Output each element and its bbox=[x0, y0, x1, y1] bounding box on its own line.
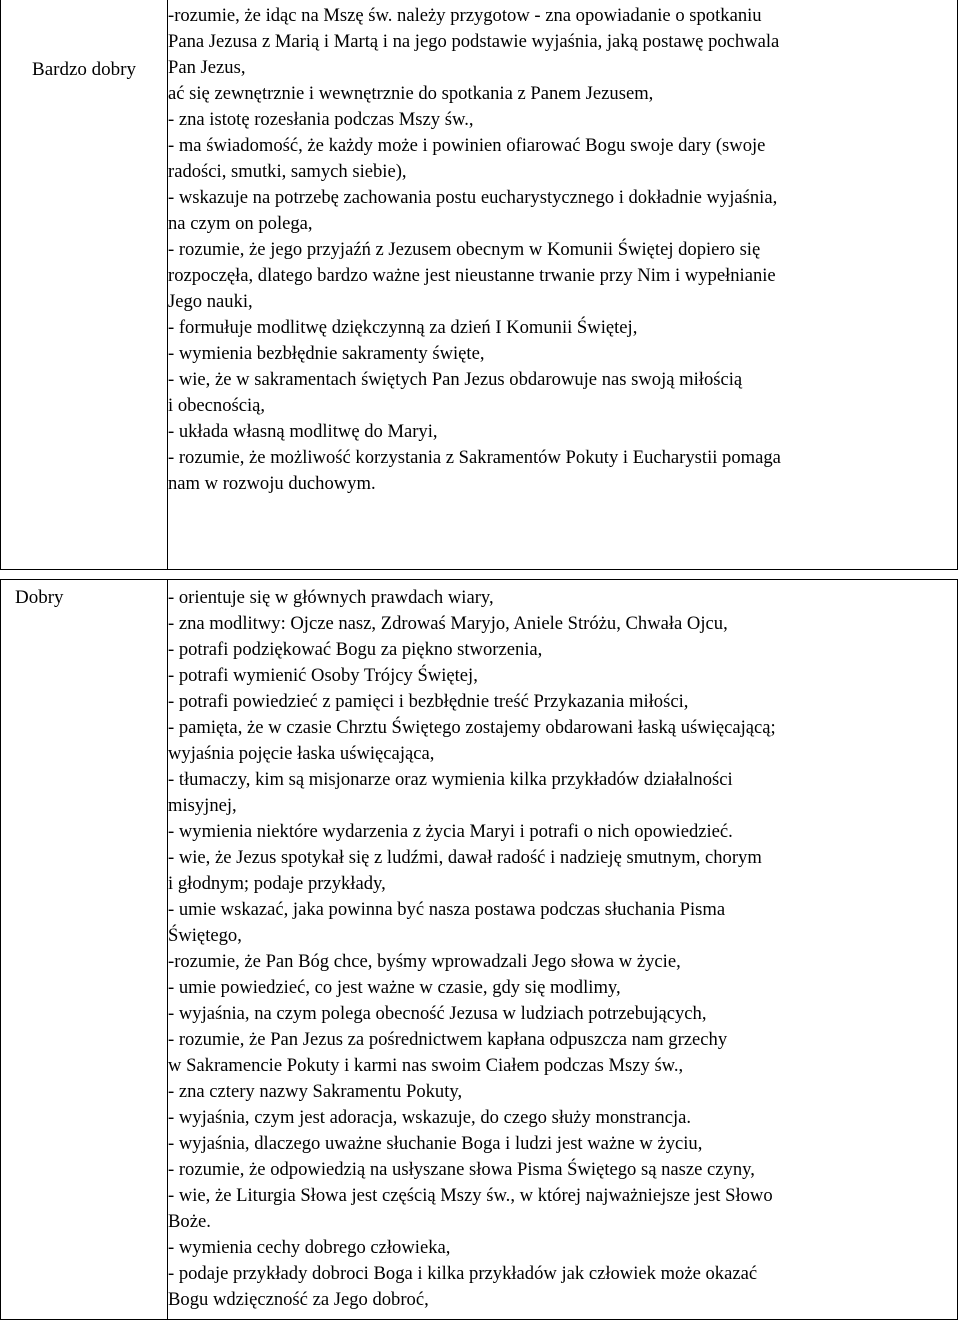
requirement-line: - umie wskazać, jaka powinna być nasza postawa podczas słuchania Pisma bbox=[168, 899, 726, 920]
requirements-cell bbox=[168, 580, 958, 1320]
requirement-line: na czym on polega, bbox=[168, 213, 313, 234]
requirement-line: - tłumaczy, kim są misjonarze oraz wymienia kilka przykładów działalności bbox=[168, 769, 733, 790]
requirement-line: Pan Jezus, bbox=[168, 57, 246, 78]
requirement-line: - rozumie, że jego przyjaźń z Jezusem obecnym w Komunii Świętej dopiero się bbox=[168, 239, 761, 260]
grade-table-bardzo-dobry bbox=[0, 0, 958, 570]
requirement-line: rozpoczęła, dlatego bardzo ważne jest nieustanne trwanie przy Nim i wypełnianie bbox=[168, 265, 776, 286]
requirement-line: - wie, że Liturgia Słowa jest częścią Mszy św., w której najważniejsze jest Słowo bbox=[168, 1185, 773, 1206]
requirement-line: i głodnym; podaje przykłady, bbox=[168, 873, 386, 894]
requirement-line: - wymienia niektóre wydarzenia z życia Maryi i potrafi o nich opowiedzieć. bbox=[168, 821, 733, 842]
requirement-line: Świętego, bbox=[168, 925, 242, 946]
table-row bbox=[1, 580, 958, 1320]
requirement-line: misyjnej, bbox=[168, 795, 237, 816]
requirement-line: - wie, że w sakramentach świętych Pan Jezus obdarowuje nas swoją miłością bbox=[168, 369, 743, 390]
grade-label: Dobry bbox=[15, 587, 64, 608]
requirement-line: - wymienia cechy dobrego człowieka, bbox=[168, 1237, 451, 1258]
requirement-line: - potrafi powiedzieć z pamięci i bezbłędnie treść Przykazania miłości, bbox=[168, 691, 689, 712]
requirement-line: - wyjaśnia, dlaczego uważne słuchanie Boga i ludzi jest ważne w życiu, bbox=[168, 1133, 703, 1154]
requirements-cell bbox=[168, 0, 958, 570]
requirement-line: - potrafi podziękować Bogu za piękno stworzenia, bbox=[168, 639, 543, 660]
table-row bbox=[1, 0, 958, 570]
requirement-line: - podaje przykłady dobroci Boga i kilka przykładów jak człowiek może okazać bbox=[168, 1263, 758, 1284]
grade-table-dobry bbox=[0, 579, 958, 1320]
requirement-line: i obecnością, bbox=[168, 395, 266, 416]
requirement-line: - rozumie, że odpowiedzią na usłyszane słowa Pisma Świętego są nasze czyny, bbox=[168, 1159, 755, 1180]
requirement-line: - umie powiedzieć, co jest ważne w czasie, gdy się modlimy, bbox=[168, 977, 621, 998]
requirement-line: Pana Jezusa z Marią i Martą i na jego podstawie wyjaśnia, jaką postawę pochwala bbox=[168, 31, 780, 52]
requirement-line: - potrafi wymienić Osoby Trójcy Świętej, bbox=[168, 665, 478, 686]
requirement-line: - zna istotę rozesłania podczas Mszy św., bbox=[168, 109, 474, 130]
requirement-line: - rozumie, że Pan Jezus za pośrednictwem kapłana odpuszcza nam grzechy bbox=[168, 1029, 728, 1050]
requirement-line: - wie, że Jezus spotykał się z ludźmi, dawał radość i nadzieję smutnym, chorym bbox=[168, 847, 762, 868]
requirement-line: - orientuje się w głównych prawdach wiary, bbox=[168, 587, 494, 608]
grade-cell bbox=[1, 580, 168, 1320]
grade-cell bbox=[1, 0, 168, 570]
requirement-line: Boże. bbox=[168, 1211, 211, 1232]
requirement-line: Jego nauki, bbox=[168, 291, 253, 312]
requirement-line: - wymienia bezbłędnie sakramenty święte, bbox=[168, 343, 485, 364]
requirement-line: - wyjaśnia, na czym polega obecność Jezusa w ludziach potrzebujących, bbox=[168, 1003, 707, 1024]
requirement-line: radości, smutki, samych siebie), bbox=[168, 161, 407, 182]
requirement-line: - wskazuje na potrzebę zachowania postu eucharystycznego i dokładnie wyjaśnia, bbox=[168, 187, 778, 208]
requirement-line: -rozumie, że Pan Bóg chce, byśmy wprowadzali Jego słowa w życie, bbox=[168, 951, 681, 972]
requirement-line: - ma świadomość, że każdy może i powinien ofiarować Bogu swoje dary (swoje bbox=[168, 135, 766, 156]
requirement-line: - formułuje modlitwę dziękczynną za dzień I Komunii Świętej, bbox=[168, 317, 638, 338]
requirement-line: - zna cztery nazwy Sakramentu Pokuty, bbox=[168, 1081, 463, 1102]
requirement-line: - wyjaśnia, czym jest adoracja, wskazuje, do czego służy monstrancja. bbox=[168, 1107, 692, 1128]
requirement-line: - układa własną modlitwę do Maryi, bbox=[168, 421, 438, 442]
requirement-line: -rozumie, że idąc na Mszę św. należy przygotow - zna opowiadanie o spotkaniu bbox=[168, 5, 762, 26]
grade-label: Bardzo dobry bbox=[32, 59, 136, 80]
requirement-line: wyjaśnia pojęcie łaska uświęcająca, bbox=[168, 743, 435, 764]
requirement-line: - rozumie, że możliwość korzystania z Sakramentów Pokuty i Eucharystii pomaga bbox=[168, 447, 781, 468]
requirement-line: - pamięta, że w czasie Chrztu Świętego zostajemy obdarowani łaską uświęcającą; bbox=[168, 717, 776, 738]
requirement-line: nam w rozwoju duchowym. bbox=[168, 473, 376, 494]
requirement-line: w Sakramencie Pokuty i karmi nas swoim Ciałem podczas Mszy św., bbox=[168, 1055, 684, 1076]
requirement-line: Bogu wdzięczność za Jego dobroć, bbox=[168, 1289, 429, 1310]
requirement-line: - zna modlitwy: Ojcze nasz, Zdrowaś Maryjo, Aniele Stróżu, Chwała Ojcu, bbox=[168, 613, 728, 634]
requirement-line: ać się zewnętrznie i wewnętrznie do spotkania z Panem Jezusem, bbox=[168, 83, 654, 104]
